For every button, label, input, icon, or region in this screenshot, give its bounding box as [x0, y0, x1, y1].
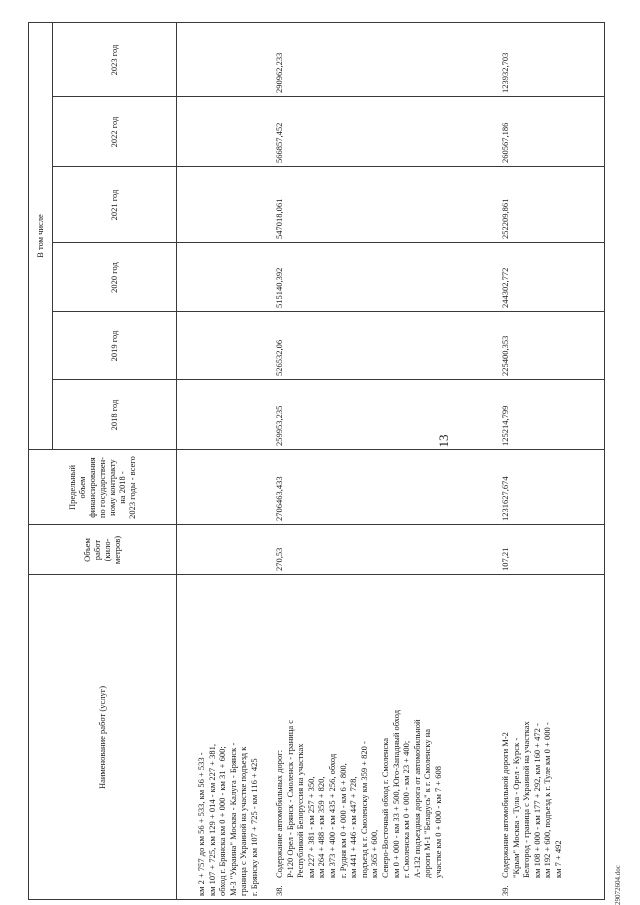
text-line: Содержание автомобильных дорог:	[274, 749, 284, 878]
row-39-2020: 244302,772	[500, 267, 510, 308]
text-line: км 373 + 400 - км 435 + 256, обход	[326, 753, 337, 878]
works-table	[28, 22, 604, 900]
header-year-2018	[52, 380, 176, 450]
text-line: км 441 + 446 - км 447 + 728,	[348, 776, 359, 878]
year-label: 2023 год	[109, 44, 119, 76]
row-number: 39.	[500, 885, 510, 896]
row-39-volume: 107,21	[500, 547, 510, 571]
table-border-bottom	[604, 22, 605, 900]
header-year-2023	[52, 23, 176, 97]
row-38-description	[274, 576, 444, 878]
header-limit-line: по государствен-	[97, 457, 107, 518]
text-line: Р-120 Орел - Брянск - Смоленск - граница с	[284, 719, 295, 878]
row-38-2019: 526532,06	[274, 339, 284, 376]
header-limit-line: Предельный	[67, 464, 77, 511]
text-line: км 107 + 725, км 129 + 014 - км 227 + 381,	[206, 744, 217, 896]
year-label: 2018 год	[109, 399, 119, 431]
row-39-2021: 252209,861	[500, 198, 510, 239]
text-line: г. Брянску км 107 + 725 - км 116 + 425	[248, 758, 259, 896]
header-year-2021	[52, 167, 176, 243]
row-number: 38.	[274, 885, 284, 896]
text-line: км 108 + 000 - км 177 + 292, км 160 + 472 -	[531, 723, 542, 878]
row-38-2020: 515140,392	[274, 267, 284, 308]
text-line: М-3 "Украина" Москва - Калуга - Брянск -	[227, 742, 238, 896]
row-39-2022: 260567,186	[500, 122, 510, 163]
header-volume-line: Объем	[82, 538, 92, 562]
text-line: Белгород - граница с Украиной на участках	[521, 721, 532, 878]
text-line: подъезд к г. Смоленску км 359 + 820 -	[358, 741, 369, 878]
row-39-2018: 125214,799	[500, 405, 510, 446]
text-line: км 2 + 757 до км 56 + 533, км 56 + 533 -	[196, 752, 206, 896]
text-line: км 365 + 600,	[369, 829, 380, 878]
header-limit-line: 2023 годы - всего	[127, 456, 137, 519]
header-volume-line: работ	[92, 539, 102, 561]
header-limit-line: объем	[77, 476, 87, 499]
text-line: Содержание автомобильной дороги М-2	[500, 732, 510, 878]
row-39-2019: 225400,353	[500, 335, 510, 376]
text-line: участке км 0 + 000 - км 7 + 608	[432, 765, 443, 878]
header-name-label: Наименование работ (услуг)	[97, 685, 107, 790]
row-38-volume: 270,53	[274, 547, 284, 571]
text-line: дороги М-1 "Беларусь" к г. Смоленску на	[422, 728, 433, 878]
continuation-text	[196, 578, 260, 896]
row-38-2021: 547018,061	[274, 198, 284, 239]
header-volume-col	[28, 525, 176, 575]
text-line: "Крым" Москва - Тула - Орел - Курск -	[510, 737, 521, 878]
header-limit-col	[28, 450, 176, 525]
header-limit-line: ному контракту	[107, 459, 117, 516]
page-number: 13	[436, 434, 451, 448]
text-line: граница с Украиной на участке подъезд к	[238, 746, 249, 896]
row-38-2023: 290962,233	[274, 52, 284, 93]
header-year-2020	[52, 243, 176, 312]
text-line: г. Рудня км 0 + 000 - км 6 + 800,	[337, 763, 348, 878]
header-limit-line: на 2018 -	[117, 471, 127, 504]
header-name-col	[28, 575, 176, 900]
header-bottom-rule	[176, 22, 177, 900]
header-volume-line: метров)	[112, 535, 122, 565]
row-38-total: 2706463,433	[274, 476, 284, 521]
year-label: 2019 год	[109, 330, 119, 362]
text-line: км 264 + 488 - км 359 + 820,	[316, 776, 327, 878]
header-including	[28, 22, 52, 450]
document-file-code: 29072604.doc	[614, 865, 622, 905]
text-line: А-132 подъездная дорога от автомобильной	[411, 719, 422, 878]
text-line: Северо-Восточный обход г. Смоленска	[379, 737, 390, 878]
year-label: 2022 год	[109, 116, 119, 148]
header-limit-line: финансирования	[87, 457, 97, 518]
text-line: км 7 + 492	[552, 840, 563, 878]
year-label: 2021 год	[109, 189, 119, 221]
year-label: 2020 год	[109, 262, 119, 293]
header-volume-line: (кило-	[102, 538, 112, 562]
row-39-description	[500, 576, 564, 878]
row-38-2022: 566857,452	[274, 122, 284, 163]
row-38-2018: 259953,235	[274, 405, 284, 446]
header-including-label: В том числе	[35, 214, 45, 258]
header-year-2019	[52, 312, 176, 380]
text-line: км 192 + 600, подъезд к г. Туле км 0 + 000 -	[542, 722, 553, 878]
row-39-2023: 123932,703	[500, 52, 510, 93]
row-39-total: 1231627,674	[500, 476, 510, 521]
text-line: Республикой Белоруссия на участках	[295, 743, 306, 878]
text-line: г. Смоленска км 0 + 000 - км 23 + 400;	[401, 740, 412, 878]
text-line: км 227 + 381 - км 257 + 350,	[305, 776, 316, 878]
header-year-2022	[52, 97, 176, 167]
text-line: км 0 + 000 - км 33 + 500, Юго-Западный обход	[390, 709, 401, 878]
text-line: обход г. Брянска км 0 + 000 - км 31 + 600;	[217, 746, 228, 896]
